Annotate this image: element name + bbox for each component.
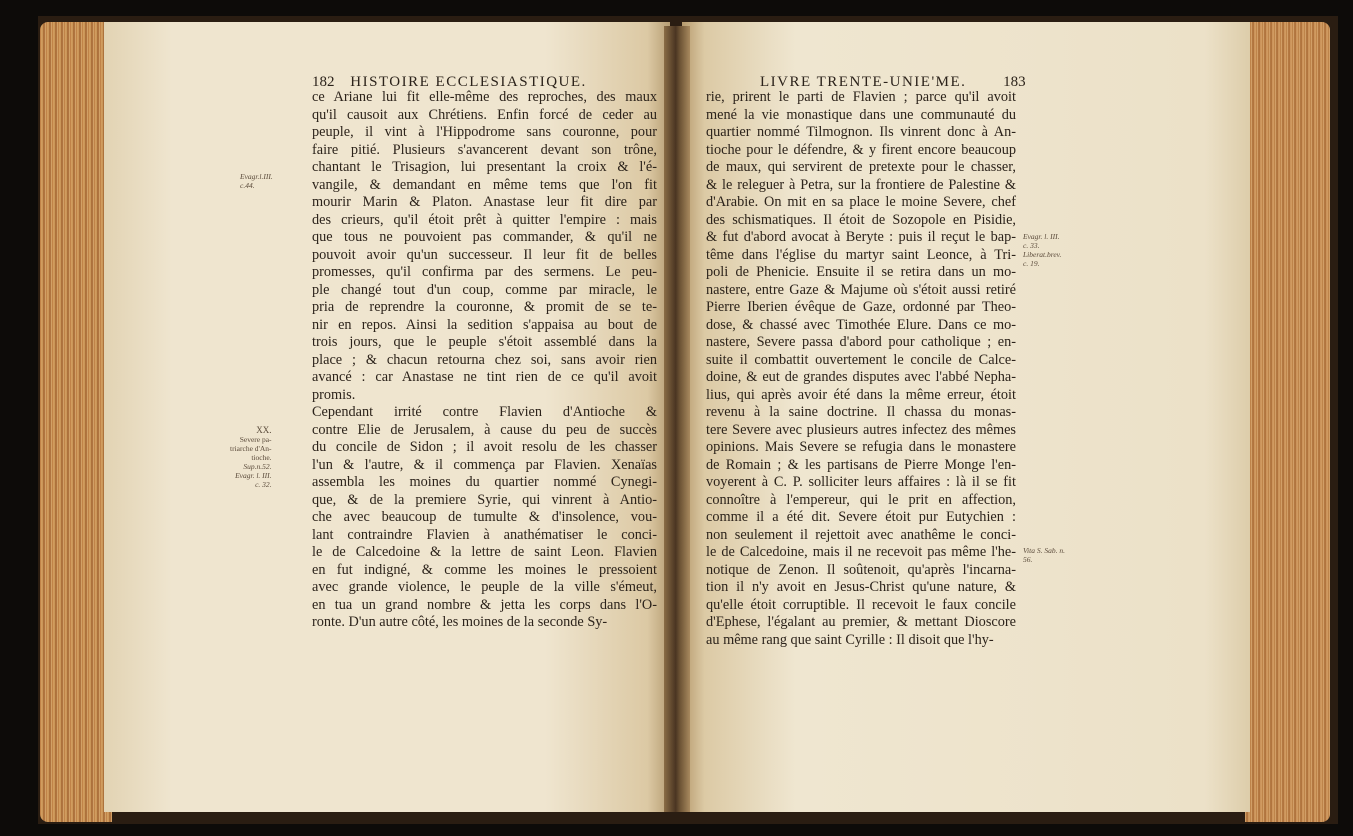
text-line: che avec beaucoup de tumulte & d'insolence, vou- [312, 509, 657, 525]
text-line: & fut d'abord avocat à Beryte : puis il reçut le bap- [706, 229, 1016, 245]
text-line: Pierre Iberien évêque de Gaze, ordonné par Theo- [706, 299, 1016, 315]
text-line: de Romain ; & les partisans de Pierre Monge l'en- [706, 456, 1016, 473]
right-margin-note-vita: Vita S. Sab. n. 56. [1023, 546, 1065, 564]
text-line: d'Ephese, l'égalant au premier, & mettant Dioscore [706, 614, 1016, 630]
page-edges-right [1245, 22, 1330, 822]
text-line: ronte. D'un autre côté, les moines de la seconde Sy- [312, 614, 608, 630]
text-line: au même rang que saint Cyrille : Il disoit que l'hy- [706, 631, 994, 648]
left-margin-note-section-xx: XX. Severe pa- triarche d'An- tioche. Sup.n.52. Evagr. l. III. c. 32. [230, 425, 272, 489]
page-edges-left [40, 22, 112, 822]
text-line: en fut indigné, & comme les moines le pressoient [312, 561, 657, 578]
text-line: suite il combattit ouvertement le concile de Calce- [706, 351, 1016, 368]
text-line: avancé : car Anastase ne tint rien de ce qu'il avoit [312, 369, 657, 385]
text-line: tioche pour le défendre, & y firent encore beaucoup [706, 141, 1016, 158]
text-line: connoître à l'empereur, qui le prit en affection, [706, 491, 1016, 508]
text-line: nastere, Severe passa d'abord pour catholique ; en- [706, 334, 1016, 350]
text-line: vangile, & demandant en même tems que l'on fit [312, 176, 657, 193]
text-line: promesses, qu'il confirma par des sermens. Le peu- [312, 264, 657, 280]
text-line: pria de reprendre la couronne, & promit de se te- [312, 299, 657, 315]
text-line: que tous ne pouvoient pas commander, & qu'il ne [312, 229, 657, 245]
text-line: nir en repos. Ainsi la sedition s'appaisa au bout de [312, 316, 657, 333]
text-line: voyerent à C. P. solliciter leurs affaires : là il se fit [706, 474, 1016, 490]
right-page-number: 183 [1003, 74, 1026, 90]
right-margin-note-evagr: Evagr. l. III. c. 33. Liberat.brev. c. 19. [1023, 232, 1062, 268]
text-line: tere Severe avec plusieurs autres infectez des mêmes [706, 421, 1016, 438]
text-line: rie, prirent le parti de Flavien ; parce qu'il avoit [706, 89, 1016, 105]
right-body-text [706, 89, 1016, 649]
text-line: trois jours, que le peuple s'étoit assemblé dans la [312, 334, 657, 350]
book-gutter [664, 26, 690, 812]
text-line: dose, & chassé avec Timothée Elure. Dans ce mo- [706, 316, 1016, 333]
text-line: revenu à la saine doctrine. Il chassa du monas- [706, 404, 1016, 420]
text-line: l'un & l'autre, & il commença par Flavien. Xenaïas [312, 456, 657, 473]
text-line: des crieurs, qu'il étoit prêt à quitter l'empire : mais [312, 211, 657, 228]
text-line: le de Calcedoine, mais il ne recevoit pas même l'he- [706, 544, 1016, 560]
text-line: lius, qui après avoir été dans la même erreur, étoit [706, 386, 1016, 403]
text-line: lant contraindre Flavien à anathématiser le conci- [312, 526, 657, 543]
text-line: peuple, il vint à l'Hippodrome sans couronne, pour [312, 124, 657, 140]
left-margin-note-evagr: Evagr.l.III. c.44. [240, 172, 273, 190]
text-line: quartier nommé Tilmognon. Ils vinrent donc à An- [706, 124, 1016, 140]
text-line: place ; & chacun retourna chez soi, sans avoir rien [312, 351, 657, 368]
text-line: de maux, qui servirent de pretexte pour le chasser, [706, 159, 1016, 175]
text-line: que, & de la premiere Syrie, qui vinrent à Antio- [312, 491, 657, 508]
text-line: d'Arabie. On mit en sa place le moine Severe, chef [706, 194, 1016, 210]
text-line: des schismatiques. Il étoit de Sozopole en Pisidie, [706, 211, 1016, 228]
text-line: le de Calcedoine & la lettre de saint Leon. Flavien [312, 544, 657, 560]
text-line: mené la vie monastique dans une communauté du [706, 106, 1016, 123]
text-line: tion il n'y avoit en Jesus-Christ qu'une nature, & [706, 579, 1016, 595]
text-line: & le releguer à Petra, sur la frontiere de Palestine & [706, 176, 1016, 193]
text-line: ce Ariane lui fit elle-même des reproches, des maux [312, 89, 657, 105]
text-line: ple changé tout d'un coup, comme par miracle, le [312, 281, 657, 298]
text-line: qu'il causoit aux Chrétiens. Enfin forcé de ceder au [312, 106, 657, 123]
text-line: Cependant irrité contre Flavien d'Antioche & [312, 404, 657, 420]
text-line: avec grande violence, le peuple de la ville s'émeut, [312, 579, 657, 595]
text-line: non seulement il rejettoit avec anathême le conci- [706, 526, 1016, 543]
left-header-title: HISTOIRE ECCLESIASTIQUE. [350, 74, 587, 90]
text-line: poli de Phenicie. Ensuite il se retira dans un mo- [706, 264, 1016, 280]
text-line: en tua un grand nombre & jetta les corps dans l'O- [312, 596, 657, 613]
text-line: opinions. Mais Severe se refugia dans le monastere [706, 439, 1016, 455]
text-line: doine, & eut de grandes disputes avec l'abbé Nepha- [706, 369, 1016, 385]
text-line: chantant le Trisagion, lui presentant la croix & l'é- [312, 159, 657, 175]
text-line: du concile de Sidon ; il avoit resolu de les chasser [312, 439, 657, 455]
text-line: qu'elle étoit corruptible. Il recevoit le faux concile [706, 596, 1016, 613]
text-line: comme il a été dit. Severe étoit pur Eutychien : [706, 509, 1016, 525]
left-page-number: 182 [312, 74, 335, 90]
right-header-title: LIVRE TRENTE-UNIE'ME. [760, 74, 967, 90]
text-line: mourir Marin & Platon. Anastase leur fit dire par [312, 194, 657, 210]
left-body-text [312, 89, 657, 632]
text-line: pouvoit avoir qu'un successeur. Il leur fit de belles [312, 246, 657, 263]
text-line: faire pitié. Plusieurs s'avancerent devant son trône, [312, 141, 657, 158]
text-line: assembla les moines du quartier nommé Cynegi- [312, 474, 657, 490]
text-line: notique de Zenon. Il soûtenoit, qu'après l'incarna- [706, 561, 1016, 578]
text-line: tême dans l'église du martyr saint Leonce, à Tri- [706, 246, 1016, 263]
text-line: promis. [312, 386, 356, 403]
text-line: contre Elie de Jerusalem, à cause du peu de succès [312, 421, 657, 438]
text-line: nastere, entre Gaze & Majume où s'étoit aussi retiré [706, 281, 1016, 298]
